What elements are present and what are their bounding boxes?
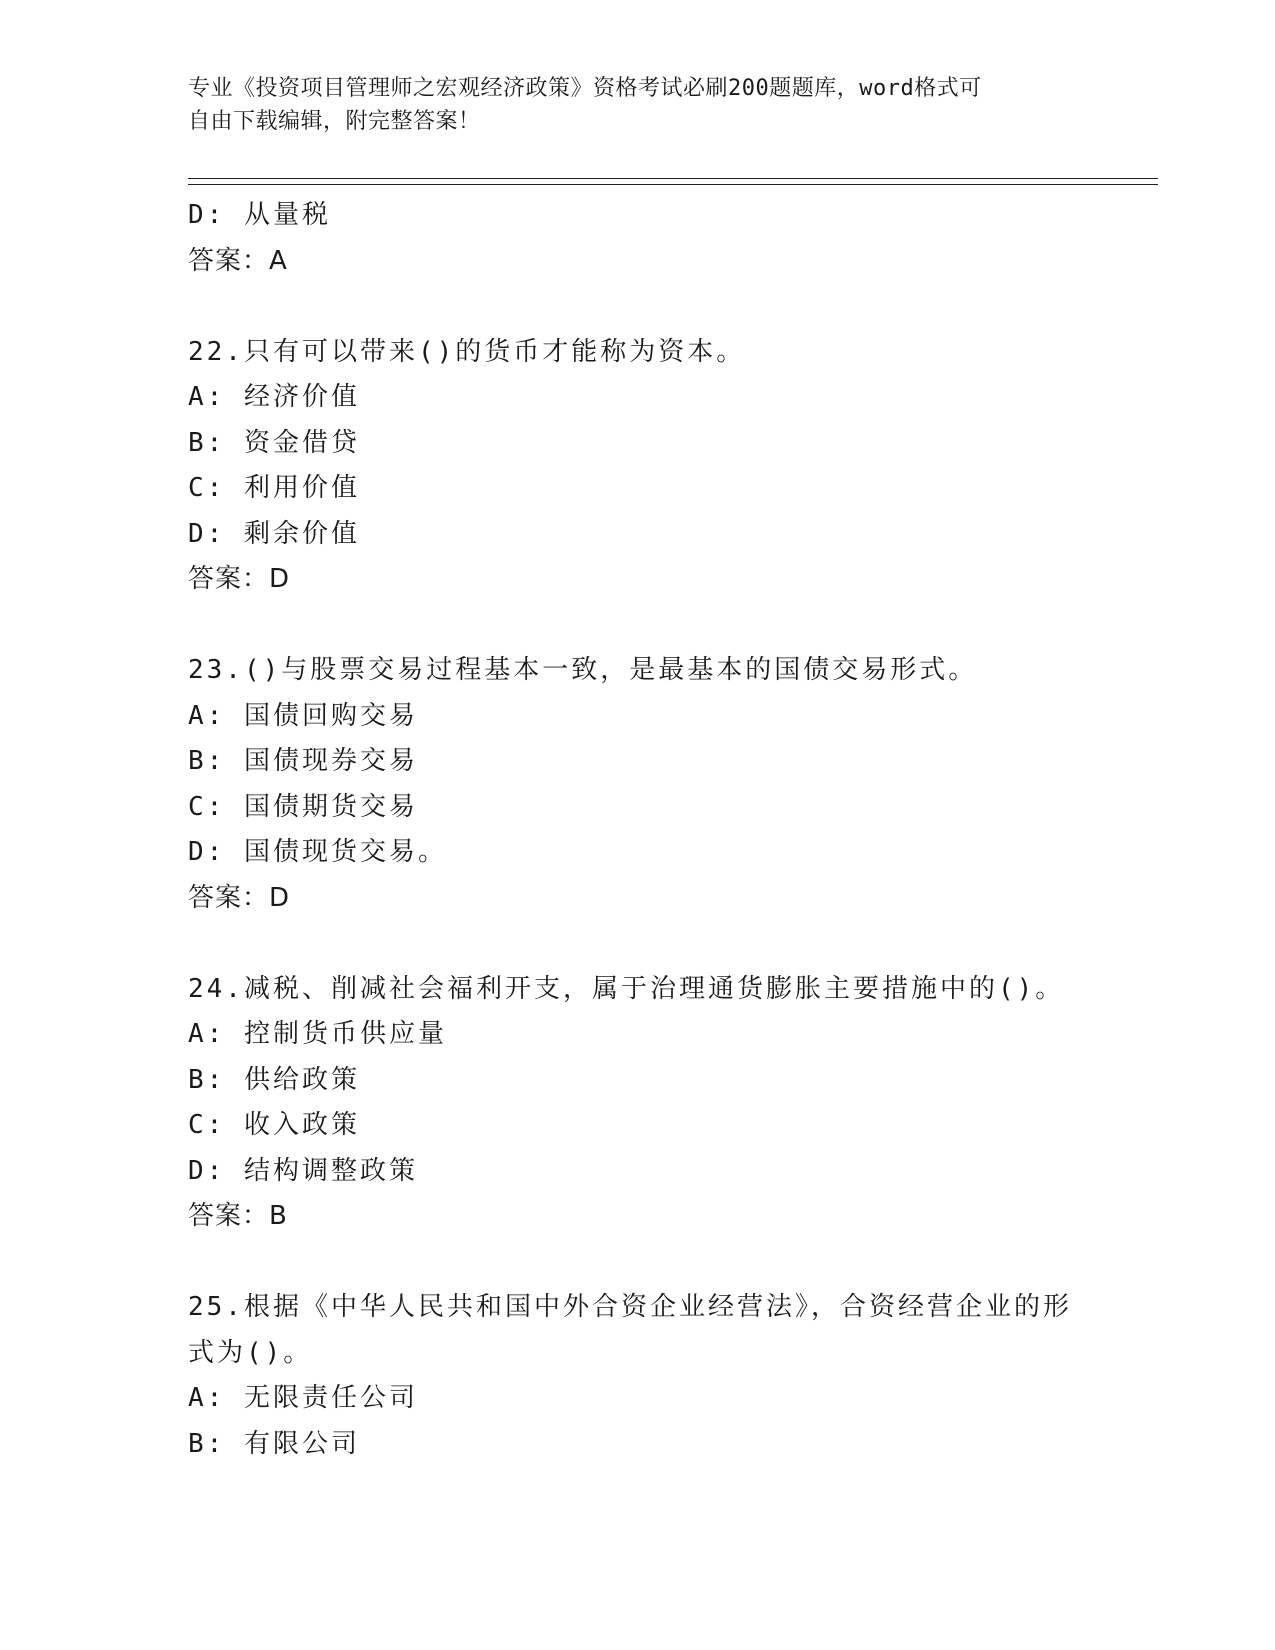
answer: 答案：D <box>188 564 291 594</box>
option-d: D: 国债现货交易。 <box>188 837 447 867</box>
spacer <box>188 603 1088 649</box>
option-a: A: 经济价值 <box>188 382 360 412</box>
option-b: B: 供给政策 <box>188 1064 360 1095</box>
option-d: D: 从量税 <box>188 200 331 230</box>
option-d: D: 剩余价值 <box>188 518 360 549</box>
option-a: A: 控制货币供应量 <box>188 1019 447 1049</box>
question-24 <box>188 967 1088 1240</box>
header-divider-top <box>188 178 1158 179</box>
header-divider-bottom <box>188 184 1158 185</box>
option-b: B: 资金借贷 <box>188 427 360 458</box>
question-stem: 24.减税、削减社会福利开支，属于治理通货膨胀主要措施中的()。 <box>188 973 1065 1004</box>
question-22 <box>188 330 1088 603</box>
option-c: C: 收入政策 <box>188 1110 360 1140</box>
question-stem-line-1: 25.根据《中华人民共和国中外合资企业经营法》，合资经营企业的形 <box>188 1292 1072 1322</box>
option-c: C: 国债期货交易 <box>188 791 418 822</box>
option-a: A: 国债回购交易 <box>188 700 418 731</box>
spacer <box>188 1240 1088 1286</box>
question-25 <box>188 1285 1088 1467</box>
option-c: C: 利用价值 <box>188 473 360 503</box>
answer: 答案：D <box>188 882 291 913</box>
header-line-2: 自由下载编辑，附完整答案！ <box>188 109 481 134</box>
option-b: B: 有限公司 <box>188 1428 360 1459</box>
option-d: D: 结构调整政策 <box>188 1155 418 1186</box>
option-a: A: 无限责任公司 <box>188 1383 418 1413</box>
spacer <box>188 284 1088 330</box>
answer: 答案：B <box>188 1201 288 1231</box>
spacer <box>188 921 1088 967</box>
question-stem: 23.()与股票交易过程基本一致，是最基本的国债交易形式。 <box>188 655 978 685</box>
header-line-1: 专业《投资项目管理师之宏观经济政策》资格考试必刷200题题库，word格式可 <box>188 76 982 101</box>
question-stem: 22.只有可以带来()的货币才能称为资本。 <box>188 336 746 367</box>
question-23 <box>188 648 1088 921</box>
question-list <box>188 193 1088 1467</box>
answer: 答案：A <box>188 245 288 276</box>
option-b: B: 国债现券交易 <box>188 746 418 776</box>
document-header <box>188 72 1088 138</box>
question-stem-line-2: 式为()。 <box>188 1337 313 1368</box>
